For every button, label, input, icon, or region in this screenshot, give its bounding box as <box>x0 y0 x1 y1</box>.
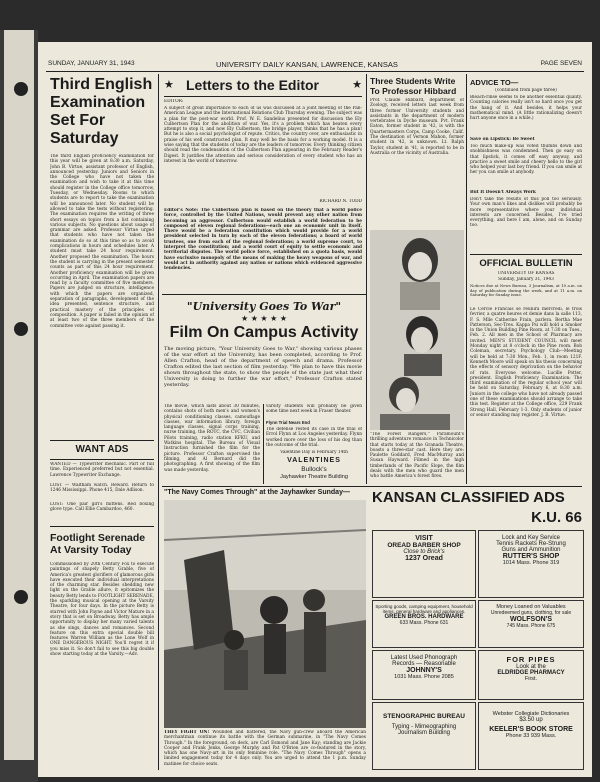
hibbard-headline: Three Students Write To Professor Hibbard <box>370 76 457 96</box>
navy-caption <box>164 730 366 770</box>
film-headline: Film On Campus Activity <box>169 324 359 341</box>
advice-cont: (continued from page three) <box>495 88 557 93</box>
navy-photo <box>164 500 366 728</box>
valentine-date: Valentine Day is February 14th <box>280 450 348 455</box>
ad-oread-barber: VISIT OREAD BARBER SHOP Close to Brick's 1237 Oread <box>372 530 476 598</box>
bullocks: Bullock's <box>301 466 327 473</box>
valentines: VALENTINES <box>287 457 341 464</box>
film-lead: The moving picture, "Your University Goes to War," showing various phases of the war effort at the University, has been completed, according to Prof. Allen Crafton, head of the department of speech and drama. Professor Crafton edited the last section of film yesterday. "We plan to have this movie shown throughout the state, to show the people of the state just what their University is doing to further the war effort," Professor Crafton stated yesterday. <box>164 346 362 388</box>
bulletin-heading: OFFICIAL BULLETIN <box>479 258 573 269</box>
forest-rangers-caption: "The Forest Rangers," Paramount's thrilling adventure romance in Technicolor that starts today at the Granada Theatre, boasts a three-star cast. Here they are: Paulette Goddard, Fred MacMurray and Susan Hayward. Filmed in the high timberlands of the Pacific Slope, the film deals with the men who guard the men who battle America's forest fires. <box>370 432 464 480</box>
ad-johnnys: Latest Used Phonograph Records — Reasonable JOHNNY'S 1031 Mass. Phone 2085 <box>372 650 476 700</box>
editor-heading: Letters to the Editor <box>186 77 320 93</box>
exam-body: The third English proficiency examination for this year will be given at 8:30 a.m. Saturday, John B. Virtue, assistant professor of English, announced yesterday. Juniors and Seniors in the College who have not taken the examination and wish to take it at this time should register in the College office tomorrow, Tuesday, or Wednesday. Rooms to which students are to report to take the examination will be announced later. No student will be allowed to take the tests without registering. The examination requires the writing of three short essays on topics from a list containing various subjects. No questions about usage of grammar are asked. Professor Virtue urged that students who have not taken the examination do so at this time so as to avoid complications in hours and schedules later. A student must take 24 hour requirement. Another proposed the examination. The hours the student is carrying in the present semester counts as part of this 24 hour requirement. Another proficiency examination will be given occurring in April. The examination papers are read by a faculty committee of five members. Papers are judged on structure, intelligence with which the papers are organized, separation of paragraphs, development of the idea presented, sentence structure, and practical mastery of the principles of composition. A paper is failed in the opinion of at least two of the three members of the committee vote against passing it. <box>50 154 154 329</box>
exam-headline: Third English Examination Set For Saturday <box>50 76 153 147</box>
navy-caption-body: Wounded and battered, the Navy gun-crew aboard the American merchantman continue its battle with the German submarine, in "The Navy Comes Through." In the foreground, on deck, are Carl Esmond and Jane Kay; standing are Jackie Cooper and Frank Jenks, George Murphy and Pat O'Brien are co-featured in the story, which has one Navy-art in its only feminine role. "The Navy Comes Through" opens a limited engagement today for 4 days only. You are urged to attend the 1 p.m. Sunday matinee for choice seats. <box>164 730 366 767</box>
editor-note: Editor's Note: The Culbertson plan is based on the theory that a world police force, controlled by the United Nations, would prevent any other nation from becoming an aggressor. Culbertson would establish a world federation to be composed of eleven regional federations—each one an economic unit in itself. There would be a federation constitution which would provide for a world president selected in turn by each of the eleven federations; a board of world trustees, one from each of the regional federations; a world supreme court, to interpret the constitution; and a world court of equity to settle economic and territorial disputes. The world police force, established on a quota basis, would have exclusive monopoly of the means of making the heavy weapons of war, and would act in authority against any nation or nations which evidenced aggressive tendencies. <box>164 208 362 272</box>
want-ads-heading: WANT ADS <box>75 444 129 455</box>
bulletin-body: Le Cercle Francais se reunira mercredi, le trois fevrier, a quatre heures et demie dans la salle 113, F. S. Mlle Catherine Frain, parlera. Bertha Mae Patterson, Sec-Tres. Kappa Psi will hold a Smoker in the Union Building Pine Room, at 7:30 on Tues., Feb. 2. All men in the School of Pharmacy are invited. MEN'S STUDENT COUNCIL will meet Monday night at 8 o'clock in the Pine room. Bob Coleman, secretary. Psychology Club—Meeting will be held at 7:30 Mon., Feb. 1, in room 121F. Kenneth Moore will speak on his thesis concerning the effects of sensory deprivation on the behavior of rats. Everyone welcome. Lucille Potter, president. English Proficiency Examination: The third examination of the regular school year will be held on Saturday, February 6, at 8:30 a.m. Juniors in the college who have not already passed one of these examinations should arrange to take this test. Register at the College office, 229 Frank Strong Hall, February 1-3. Only students of junior or senior standing may register. J. B. Virtue. <box>470 307 582 418</box>
film-col2: varsity students will probably be given some time next week in Fraser theater. <box>266 404 362 415</box>
forest-rangers-photo <box>370 230 464 430</box>
editor-salutation: EDITOR: <box>164 99 184 104</box>
navy-banner: "The Navy Comes Through" at the Jayhawker Sunday— <box>164 489 350 496</box>
navy-caption-head: THEY FIGHT ON! <box>164 730 210 735</box>
advice-heading: ADVICE TO— <box>470 78 519 87</box>
ad-keelers-book-store: Webster Collegiate Dictionaries $3.50 up KEELER'S BOOK STORE Phone 33 939 Mass. <box>478 702 584 770</box>
editor-signature: RICHARD N. TODD <box>319 199 362 204</box>
masthead-date: SUNDAY, JANUARY 31, 1943 <box>48 60 135 67</box>
classified-unit: K.U. 66 <box>531 509 582 526</box>
binder-hole <box>14 590 28 604</box>
binder-hole <box>14 82 28 96</box>
film-col1: The movie, which lasts about 30 minutes, contains shots of both men's and women's physical conditioning classes, camouflage classes, war information library, foreign language classes, signal corps training, nurse training, the ROTC, the CVC, Civilian Pilots training, radio station KFKU, and Watkins hospital. The Bureau of Visual Instruction furnished the film for the picture. Professor Crafton supervised the filming, and Al Bernard did the photographing. A first showing of the film was made yesterday. <box>164 404 260 473</box>
ad-rutters-shop: Lock and Key Service Tennis Rackets Re-Strung Guns and Ammunition RUTTER'S SHOP 1014 Mass. Phone 319 <box>478 530 584 598</box>
advice-sub2: But It Doesn't Always Work <box>470 190 536 195</box>
hibbard-body: Prof. Claude Hibbard, department of Zoology, received letters last week from three former University students and assistants in the department of modern vertebrates in Dyche museum. Pvt. Frank Eaton, former student in '42, is with the Quartermasters Corps, Camp Cooke, Calif. The destination of Vernon Mahon, former student in '42, is unknown. Lt. Ralph Taylor, student in '41, is reported to be in Australia or the vicinity of Australia. <box>370 98 464 156</box>
advice-body2: Too much make-up was voted thumbs down and snobbishness was condemned. Then go easy on that lipstick, it comes off easy anyway, and practice a sweet smile and cheery hello to the girl who helped your last boy friend. If you can smile at her you can smile at anybody. <box>470 144 582 176</box>
masthead-paper: UNIVERSITY DAILY KANSAN, LAWRENCE, KANSAS <box>216 60 398 69</box>
ad-wolfsons: Money Loaned on Valuables Unredeemed guns, clothing, for sale WOLFSON'S 745 Mass. Phone 675 <box>478 600 584 648</box>
footlight-headline: Footlight Serenade At Varsity Today <box>50 532 146 556</box>
ad-stenographic-bureau: STENOGRAPHIC BUREAU Typing - Mimeographing Journalism Building <box>372 702 476 770</box>
advice-body: Bleach-rinse seems to be another essential quality. Counting calories really isn't so hard once you get the hang of it. And besides, it helps your mathematical mind. (A little rationalizing doesn't hurt anyone once in a while.) <box>470 95 582 122</box>
advice-sub1: Save on Lipstick: Be Sweet <box>470 137 535 142</box>
ad-eldridge-pharmacy: FOR PIPES Look at the ELDRIDGE PHARMACY First. <box>478 650 584 700</box>
bulletin-sub: UNIVERSITY OF KANSAS <box>497 271 555 276</box>
ad-green-bros: Sporting goods, camping equipment, household items, general hardware and appliances. GREEN BROS. HARDWARE 633 Mass. Phone 631 <box>372 600 476 648</box>
flynn-headline: Flynn Trial Nears End <box>266 420 310 425</box>
flynn-body: The defense rested its case in the trial of Errol Flynn at Los Angeles yesterday. Flynn worked more over the loss of his dog than the outcome of the trial. <box>266 427 362 447</box>
bullocks-sub: Jayhawker Theatre Building <box>280 474 348 480</box>
classified-banner: KANSAN CLASSIFIED ADS <box>372 489 565 506</box>
bulletin-date: Sunday, January 31, 1943 <box>498 277 554 282</box>
bulletin-note: Notices due at News Bureau, 3 Journalism, at 10 a.m. on day of publication during the week, and at 11 a.m. on Saturday for Sunday issue. <box>470 284 582 298</box>
editor-body: A subject of great importance to each of us was discussed at a joint meeting of the Pan-American League and the International Relations Club Thursday evening. The subject was a plan for the post-war world. Prof. W. E. Sandelius presented for discussion the Ely Culbertson Plan for the abolition of war. Yes, it's a problem which has beaten every attempt to stop it, and now Ely Culbertson, the bridge player, thinks that he has a plan! But he is also a social psychologist of repute. Critics, the country over, are enthusiastic in praise of his well constructed plan. It may well be the basis for a working model. It is a wise saying that the students of today are the leaders of tomorrow. Every thinking citizen should read the condensation of the Culbertson Plan appearing in the February Reader's Digest. It justifies the attention and serious consideration of every student who has an interest in the world of tomorrow. <box>164 106 362 164</box>
star-icon: ★ <box>164 78 174 91</box>
want-ad-item: LOST: One pair girl's mittens. Red boxing glove type. Call Ellie Cambardoo, 460. <box>50 502 154 513</box>
film-stars: ★ ★ ★ ★ ★ <box>240 314 288 323</box>
footlight-body: Commissioned by 20th Century Fox to execute paintings of shapely Betty Grable, five of America's greatest glorifiers of glamorous girls have executed their individual interpretations of the charming star. Besides shedding new light on the Grable allure, it epitomizes the beauty Betty lends to FOOTLIGHT SERENADE, the sparkling musical opening at the Varsity Theatre, for four days. In the picture Betty is starred with John Payne and Victor Mature in a story that is set on Broadway. Betty has ample opportunity to display her many varied talents as she sings, dances and romances. Second feature on this extra special double bill features Warren William as the Lone Wolf in ONE DANGEROUS NIGHT. You'll regret it if you miss it. So don't fail to see this big double show starting today at the Varsity.—Adv. <box>50 562 154 658</box>
want-ad-item: LOST — Waltham watch. Reward. Return to 1246 Mississippi. Phone 415, Dale Adlison. <box>50 483 154 494</box>
star-icon: ★ <box>352 78 362 91</box>
editor-header <box>164 76 362 96</box>
film-kicker: "University Goes To War" <box>186 300 342 313</box>
underlying-page-edge <box>4 30 34 760</box>
newspaper-page <box>38 42 592 777</box>
advice-body3: Don't take the results of this poll too seriously. Your own man's likes and dislikes will probably be more representative where your individual interests are concerned. Besides, I've tried everything, and here I am, alone, and on Sunday too. <box>470 197 582 229</box>
want-ad-item: WANTED — Typewriter mechanic. Part or full time. Experienced preferred but not essential. Lawrence Typewriter Exchange. <box>50 462 154 478</box>
binder-hole <box>14 322 28 336</box>
binder-strip <box>0 30 38 782</box>
masthead-page: PAGE SEVEN <box>540 60 582 67</box>
masthead <box>48 60 582 70</box>
